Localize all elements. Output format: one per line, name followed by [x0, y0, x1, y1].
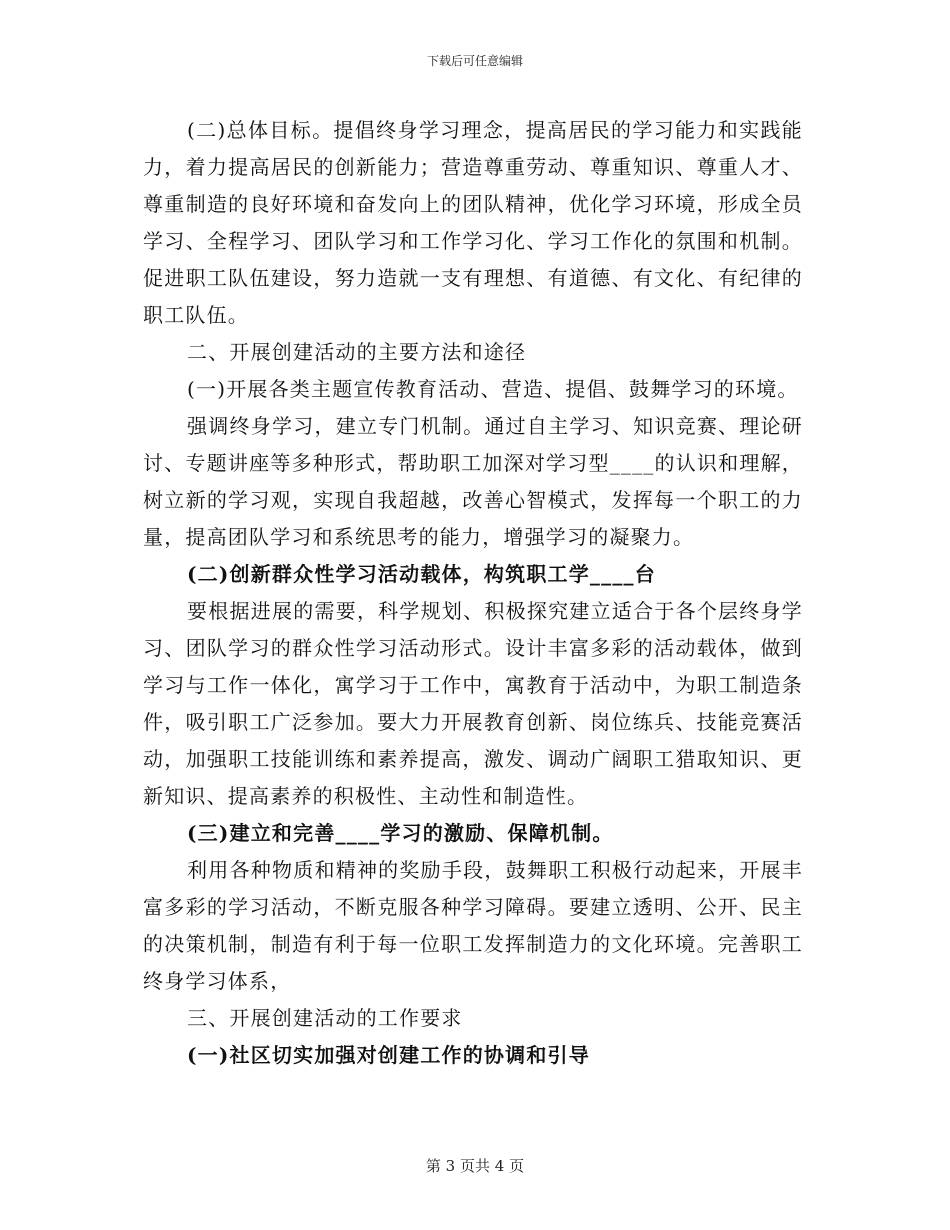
- document-body: [143, 112, 803, 1074]
- subheading-propaganda: (一)开展各类主题宣传教育活动、营造、提倡、鼓舞学习的环境。: [187, 377, 799, 401]
- page-header: 下载后可任意编辑: [426, 54, 523, 68]
- subheading-community-coordination: (一)社区切实加强对创建工作的协调和引导: [187, 1043, 590, 1067]
- paragraph-overall-goal: (二)总体目标。提倡终身学习理念，提高居民的学习能力和实践能力，着力提高居民的创新能力；营造尊重劳动、尊重知识、尊重人才、尊重制造的良好环境和奋发向上的团队精神，优化学习环境，形成全员学习、全程学习、团队学习和工作学习化、学习工作化的氛围和机制。促进职工队伍建设，努力造就一支有理想、有道德、有文化、有纪律的职工队伍。: [143, 118, 803, 327]
- subheading-innovation: (二)创新群众性学习活动载体，构筑职工学____台: [187, 562, 656, 586]
- section-heading-requirements: 三、开展创建活动的工作要求: [187, 1006, 463, 1030]
- paragraph-rewards: 利用各种物质和精神的奖励手段，鼓舞职工积极行动起来，开展丰富多彩的学习活动，不断克服各种学习障碍。要建立透明、公开、民主的决策机制，制造有利于每一位职工发挥制造力的文化环境。完善职工终身学习体系，: [143, 858, 803, 993]
- paragraph-lifelong-learning: 强调终身学习，建立专门机制。通过自主学习、知识竞赛、理论研讨、专题讲座等多种形式，帮助职工加深对学习型____的认识和理解，树立新的学习观，实现自我超越，改善心智模式，发挥每一个职工的力量，提高团队学习和系统思考的能力，增强学习的凝聚力。: [143, 414, 803, 549]
- section-heading-methods: 二、开展创建活动的主要方法和途径: [187, 340, 527, 364]
- subheading-incentives: (三)建立和完善____学习的激励、保障机制。: [187, 821, 614, 845]
- paragraph-activity-carriers: 要根据进展的需要，科学规划、积极探究建立适合于各个层终身学习、团队学习的群众性学习活动形式。设计丰富多彩的活动载体，做到学习与工作一体化，寓学习于工作中，寓教育于活动中，为职工制造条件，吸引职工广泛参加。要大力开展教育创新、岗位练兵、技能竞赛活动，加强职工技能训练和素养提高，激发、调动广阔职工猎取知识、更新知识、提高素养的积极性、主动性和制造性。: [143, 599, 803, 808]
- page-footer: 第 3 页共 4 页: [425, 1157, 525, 1175]
